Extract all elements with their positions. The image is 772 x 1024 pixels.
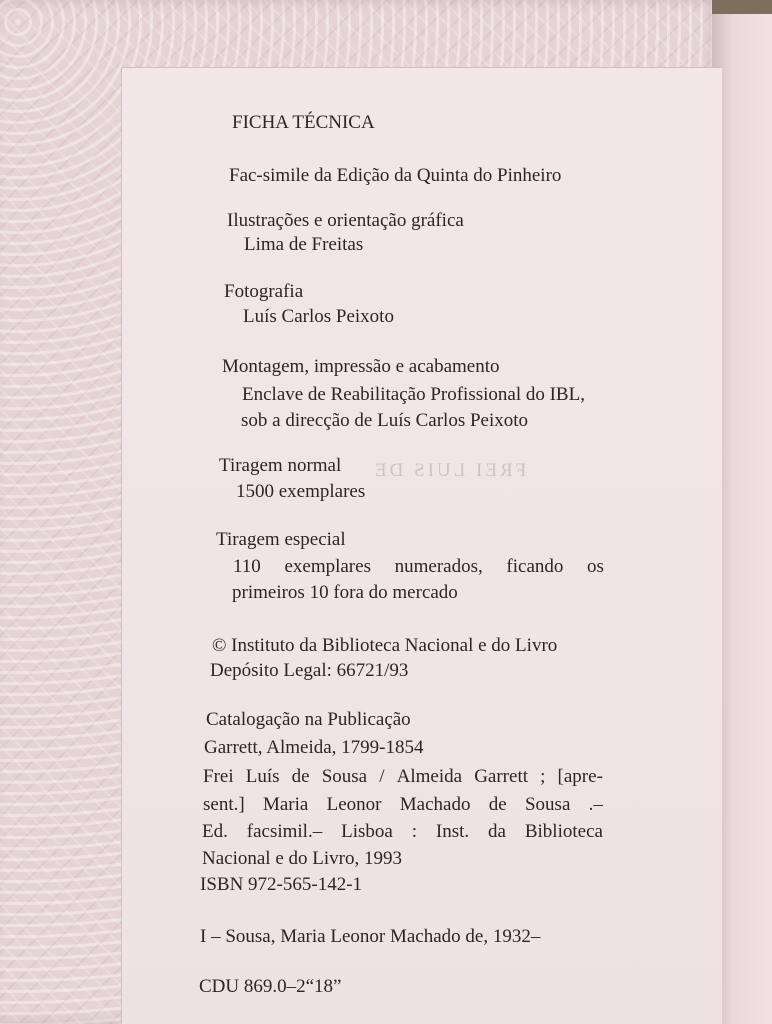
subject-entry: I – Sousa, Maria Leonor Machado de, 1932– [200, 926, 541, 947]
cataloging-entry-line-2 [203, 793, 603, 817]
word: de [488, 794, 507, 815]
word: Biblioteca [524, 821, 603, 842]
word: Almeida [396, 766, 463, 787]
word: Sousa [524, 794, 571, 815]
word: facsimil.– [246, 821, 323, 842]
word: ficando [506, 556, 564, 577]
cataloging-entry-line-1 [203, 765, 603, 789]
word: exemplares [284, 556, 371, 577]
print-run-normal-label: Tiragem normal [219, 455, 342, 476]
word: os [587, 556, 604, 577]
word: Ed. [202, 821, 228, 842]
page-title: FICHA TÉCNICA [232, 112, 375, 133]
print-run-normal-value: 1500 exemplares [236, 481, 366, 502]
isbn: ISBN 972-565-142-1 [200, 874, 363, 895]
illustrations-label: Ilustrações e orientação gráfica [227, 210, 464, 231]
facsimile-note: Fac-simile da Edição da Quinta do Pinheiro [229, 165, 562, 186]
word: Garrett [474, 766, 529, 787]
cataloging-heading: Catalogação na Publicação [206, 709, 411, 730]
photography-label: Fotografia [224, 281, 304, 302]
word: Inst. [435, 821, 470, 842]
cataloging-author: Garrett, Almeida, 1799-1854 [204, 737, 424, 758]
legal-deposit: Depósito Legal: 66721/93 [210, 660, 409, 681]
word: Lisboa [341, 821, 393, 842]
print-run-special-line-2: primeiros 10 fora do mercado [232, 582, 458, 603]
word: ; [540, 766, 546, 787]
assembly-line-2: sob a direcção de Luís Carlos Peixoto [241, 410, 529, 431]
word: Frei [203, 766, 234, 787]
word: da [488, 821, 506, 842]
assembly-line-1: Enclave de Reabilitação Profissional do IBL, [242, 384, 585, 405]
cataloging-entry-line-4: Nacional e do Livro, 1993 [202, 848, 402, 869]
word: Luís [245, 766, 280, 787]
cataloging-entry-line-3 [202, 820, 603, 844]
word: numerados, [394, 556, 483, 577]
word: sent.] [203, 794, 245, 815]
word: .– [588, 794, 603, 815]
show-through-text: FREI LUIS DE [372, 460, 527, 481]
print-run-special-line-1 [233, 555, 604, 579]
assembly-label: Montagem, impressão e acabamento [222, 356, 500, 377]
illustrations-name: Lima de Freitas [244, 234, 364, 255]
cdu-classification: CDU 869.0–2“18” [199, 976, 342, 997]
copyright-line: © Instituto da Biblioteca Nacional e do Livro [212, 635, 558, 656]
word: Leonor [326, 794, 382, 815]
word: Maria [262, 794, 309, 815]
word: Sousa [321, 766, 368, 787]
print-run-special-label: Tiragem especial [216, 529, 346, 550]
photography-name: Luís Carlos Peixoto [243, 306, 394, 327]
word: de [291, 766, 310, 787]
word: [apre- [557, 766, 603, 787]
word: / [379, 766, 385, 787]
word: Machado [399, 794, 471, 815]
word: : [411, 821, 417, 842]
word: 110 [233, 556, 261, 577]
